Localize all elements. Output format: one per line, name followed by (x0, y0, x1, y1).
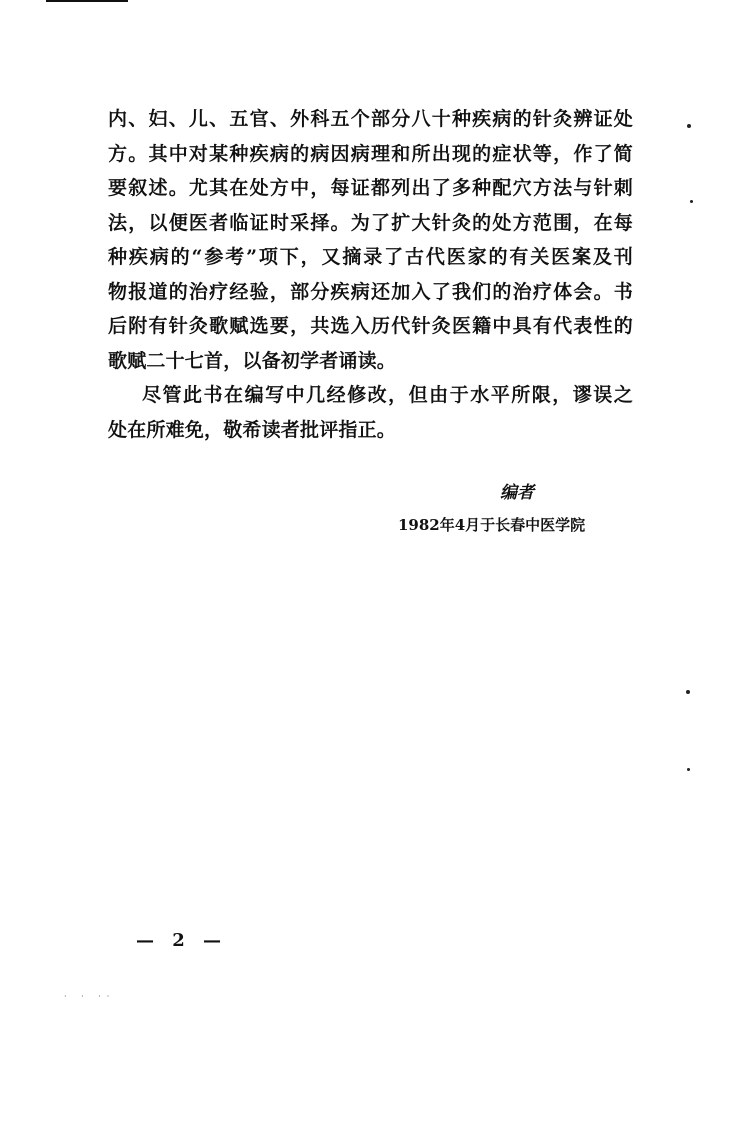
paragraph-1-line-5: 种疾病的“参考”项下，又摘录了古代医家的有关医案及刊 (108, 246, 633, 268)
body-text (108, 102, 633, 447)
paragraph-2-line-1: 尽管此书在编写中几经修改，但由于水平所限，谬误之 (142, 384, 633, 406)
paragraph-1-line-4: 法，以便医者临证时采择。为了扩大针灸的处方范围，在每 (108, 211, 633, 234)
scan-marks: · · ·· (64, 992, 116, 1001)
scan-speck (687, 124, 691, 128)
scan-speck (687, 768, 690, 771)
paragraph-1-line-3: 要叙述。尤其在处方中，每证都列出了多种配穴方法与针刺 (108, 177, 633, 199)
author-signature: 编者 (500, 483, 534, 503)
paragraph-1-line-6: 物报道的治疗经验，部分疾病还加入了我们的治疗体会。书 (108, 280, 633, 303)
date-place-line: 1982年4月于长春中医学院 (398, 516, 586, 534)
top-rule (46, 0, 128, 2)
paragraph-1-line-2: 方。其中对某种疾病的病因病理和所出现的症状等，作了简 (108, 142, 633, 165)
paragraph-1-line-7: 后附有针灸歌赋选要，共选入历代针灸医籍中具有代表性的 (108, 315, 633, 337)
paragraph-2-line-2: 处在所难免，敬希读者批评指正。 (108, 418, 397, 441)
page-number: — 2 — (136, 930, 228, 951)
paragraph-1-line-8: 歌赋二十七首，以备初学者诵读。 (108, 349, 397, 372)
scan-speck (686, 690, 690, 694)
scan-speck (690, 200, 693, 203)
paragraph-1-line-1: 内、妇、儿、五官、外科五个部分八十种疾病的针灸辨证处 (108, 108, 633, 130)
